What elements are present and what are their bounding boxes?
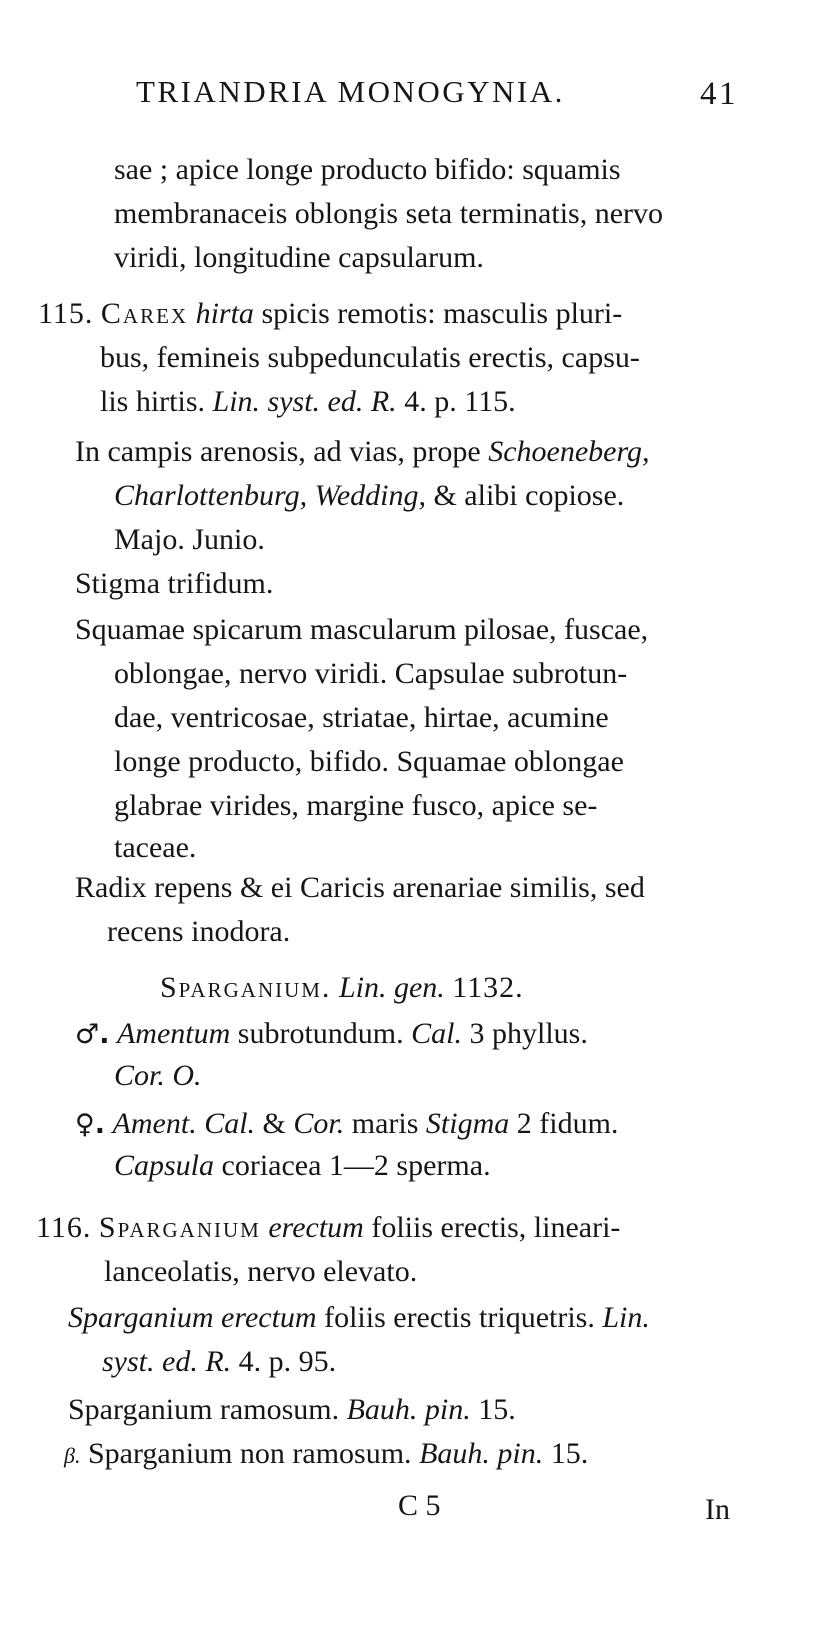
female-symbol-icon: ♀. [75, 1109, 106, 1140]
radix-line-2: recens inodora. [107, 915, 291, 948]
description-line-4: longe producto, bifido. Squamae oblongae [114, 745, 624, 778]
running-header: TRIANDRIA MONOGYNIA. [136, 74, 565, 109]
description-text: Cor. O. [114, 1059, 202, 1092]
intro-line-2: membranaceis oblongis seta terminatis, nervo [114, 197, 664, 230]
male-flower-line-1 [75, 1016, 588, 1053]
description-text: maris [351, 1107, 419, 1140]
male-flower-line-2 [114, 1058, 202, 1094]
habitat-line-3: Majo. Junio. [114, 523, 265, 556]
reference-page: 4. p. 115. [404, 385, 516, 418]
reference-page: 15. [478, 1393, 516, 1426]
habitat-text: In campis arenosis, ad vias, prope [75, 435, 481, 468]
habitat-line-2 [114, 478, 624, 514]
female-flower-line-1 [75, 1106, 618, 1143]
species-name: hirta [195, 297, 254, 330]
description-line-1: Squamae spicarum mascularum pilosae, fuscae, [75, 613, 649, 646]
description-text: coriacea 1—2 sperma. [221, 1149, 491, 1182]
catchword: In [705, 1493, 730, 1526]
habitat-line-1 [75, 434, 650, 470]
description-line-2: oblongae, nervo viridi. Capsulae subrotun- [114, 657, 628, 690]
genus-heading [160, 970, 524, 1006]
variety-marker: β. [64, 1443, 81, 1468]
organ-term: Ament. Cal. [112, 1107, 256, 1140]
organ-term: Cor. [293, 1107, 345, 1140]
place-name: Charlottenburg, [114, 479, 308, 512]
entry-115-diagnosis-line-2: bus, femineis subpedunculatis erectis, capsu- [100, 341, 640, 374]
habitat-text: & alibi copiose. [433, 479, 625, 512]
synonym-name: Sparganium erectum [68, 1301, 317, 1334]
synonym-line-2 [102, 1344, 336, 1380]
genus-name: Carex [100, 297, 189, 330]
diagnosis-text: foliis erectis, lineari- [371, 1211, 621, 1244]
literature-reference: Bauh. pin. [346, 1393, 471, 1426]
synonym-text: Sparganium ramosum. [68, 1393, 340, 1426]
literature-reference: Lin. syst. ed. R. [212, 385, 397, 418]
description-line-5: glabrae virides, margine fusco, apice se- [114, 789, 598, 822]
synonym-text: foliis erectis triquetris. [324, 1301, 595, 1334]
organ-term: Amentum [116, 1017, 231, 1050]
stigma-line: Stigma trifidum. [75, 567, 274, 600]
entry-115-diagnosis-line-1 [38, 296, 622, 332]
literature-reference: Bauh. pin. [419, 1437, 544, 1470]
description-line-6: taceae. [114, 831, 197, 864]
organ-term: Capsula [114, 1149, 215, 1182]
male-symbol-icon: ♂. [75, 1019, 110, 1050]
synonym-line-4 [64, 1436, 588, 1474]
literature-reference: Lin. [602, 1301, 650, 1334]
entry-number: 115. [38, 297, 94, 330]
organ-term: Cal. [411, 1017, 462, 1050]
entry-115-diagnosis-line-3 [100, 384, 516, 420]
literature-reference: syst. ed. R. [102, 1345, 232, 1378]
description-line-3: dae, ventricosae, striatae, hirtae, acumine [114, 701, 609, 734]
intro-line-3: viridi, longitudine capsularum. [114, 241, 484, 274]
reference-page: 15. [550, 1437, 589, 1470]
intro-line-1: sae ; apice longe producto bifido: squamis [114, 153, 621, 186]
diagnosis-text: lis hirtis. [100, 385, 206, 418]
synonym-line-3 [68, 1392, 516, 1428]
synonym-text: Sparganium non ramosum. [87, 1437, 412, 1470]
radix-line-1: Radix repens & ei Caricis arenariae similis, sed [75, 871, 645, 904]
species-name: erectum [268, 1211, 364, 1244]
organ-term: Stigma [425, 1107, 510, 1140]
place-name: Schoeneberg, [488, 435, 650, 468]
description-text: 2 fidum. [516, 1107, 619, 1140]
genus-name: Sparganium. [160, 971, 332, 1004]
literature-reference: Lin. gen. [338, 971, 445, 1004]
description-text: 3 phyllus. [469, 1017, 588, 1050]
reference-page: 4. p. 95. [238, 1345, 337, 1378]
female-flower-line-2 [114, 1148, 491, 1184]
place-name: Wedding, [314, 479, 426, 512]
page-number: 41 [700, 76, 738, 112]
entry-number: 116. [36, 1211, 92, 1244]
synonym-line-1 [68, 1300, 650, 1336]
entry-116-diagnosis-line-1 [36, 1210, 620, 1246]
diagnosis-text: spicis remotis: masculis pluri- [261, 297, 623, 330]
description-text: subrotundum. [237, 1017, 404, 1050]
entry-116-diagnosis-line-2: lanceolatis, nervo elevato. [104, 1255, 418, 1288]
genus-name: Sparganium [98, 1211, 261, 1244]
genus-number: 1132. [452, 971, 524, 1004]
signature-mark: C 5 [398, 1489, 441, 1522]
conjunction: & [262, 1107, 286, 1140]
